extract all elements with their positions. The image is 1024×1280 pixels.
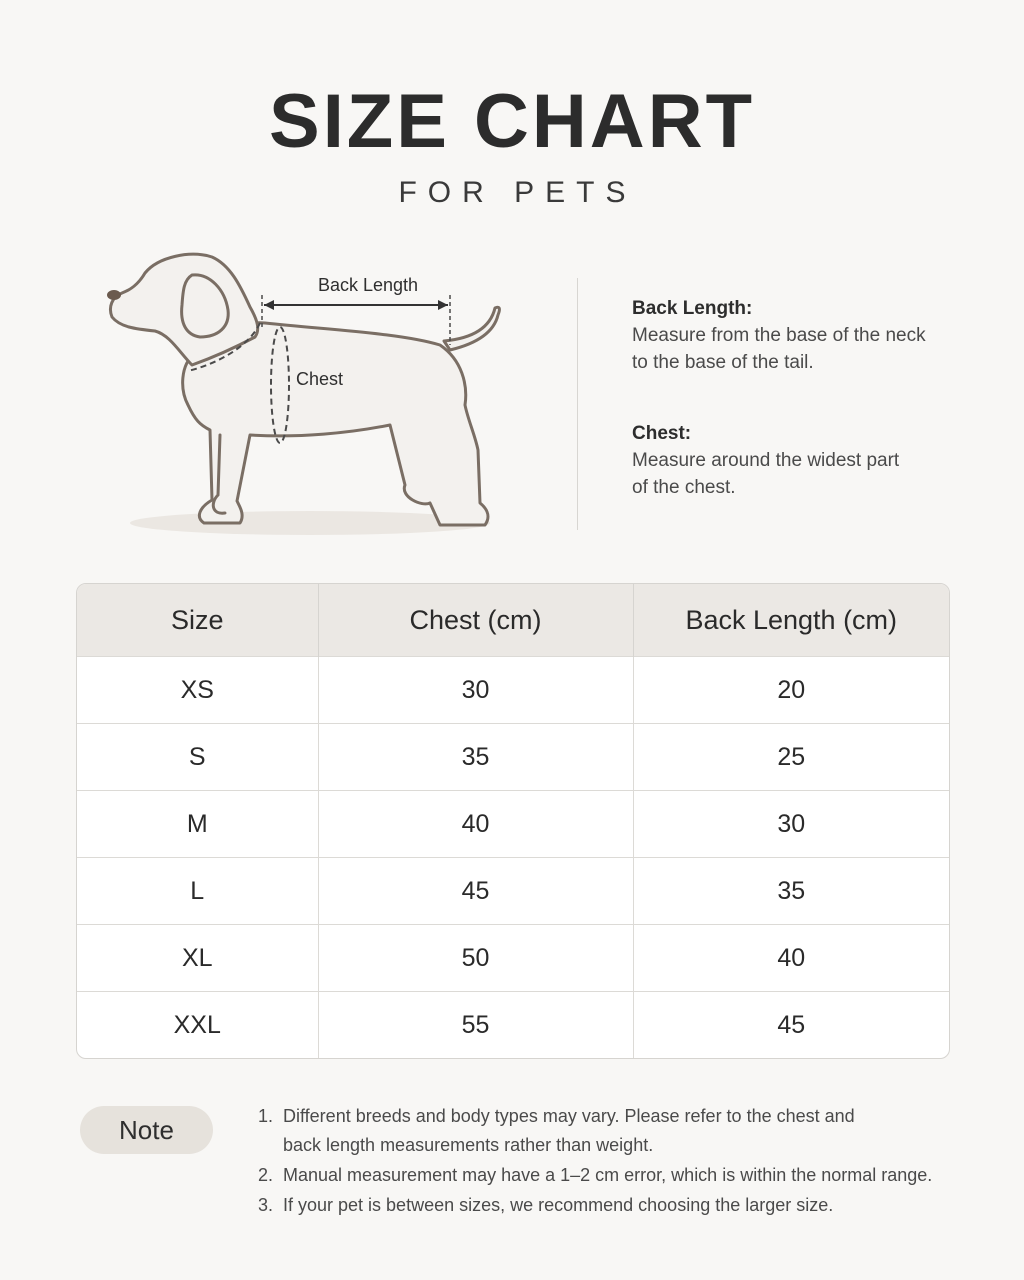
size-table xyxy=(76,583,950,1059)
table-row xyxy=(77,791,949,858)
back-length-cell: 40 xyxy=(633,925,949,992)
table-row xyxy=(77,724,949,791)
arrow-right-head xyxy=(438,300,448,310)
column-header-chest: Chest (cm) xyxy=(318,584,633,657)
note-line: Manual measurement may have a 1–2 cm error, which is within the normal range. xyxy=(283,1165,933,1185)
back-length-cell: 20 xyxy=(633,657,949,724)
table-row xyxy=(77,925,949,992)
instruction-line: Measure around the widest part xyxy=(632,450,900,471)
note-item xyxy=(258,1161,988,1190)
size-cell: XS xyxy=(77,657,318,724)
chest-instruction xyxy=(632,421,982,501)
note-item xyxy=(258,1191,988,1220)
column-header-back-length: Back Length (cm) xyxy=(633,584,949,657)
table-row xyxy=(77,992,949,1059)
instruction-line: Measure from the base of the neck xyxy=(632,325,926,346)
note-line: Different breeds and body types may vary. Please refer to the chest and xyxy=(283,1106,855,1126)
table-header-row xyxy=(77,584,949,657)
chest-cell: 55 xyxy=(318,992,633,1059)
note-number: 2. xyxy=(258,1165,274,1185)
size-cell: XL xyxy=(77,925,318,992)
page-subtitle: FOR PETS xyxy=(398,176,637,209)
note-line: If your pet is between sizes, we recommend choosing the larger size. xyxy=(283,1195,834,1215)
chest-cell: 35 xyxy=(318,724,633,791)
dog-nose xyxy=(107,290,121,300)
arrow-left-head xyxy=(264,300,274,310)
back-length-cell: 30 xyxy=(633,791,949,858)
chest-cell: 50 xyxy=(318,925,633,992)
note-badge: Note xyxy=(80,1106,213,1154)
column-header-size: Size xyxy=(77,584,318,657)
note-item xyxy=(258,1102,988,1160)
back-length-cell: 25 xyxy=(633,724,949,791)
back-length-cell: 35 xyxy=(633,858,949,925)
back-length-label: Back Length xyxy=(318,275,419,295)
instruction-heading: Chest: xyxy=(632,423,692,444)
back-length-instruction xyxy=(632,296,982,376)
chest-cell: 40 xyxy=(318,791,633,858)
size-cell: S xyxy=(77,724,318,791)
note-number: 1. xyxy=(258,1106,274,1126)
size-cell: L xyxy=(77,858,318,925)
note-line: back length measurements rather than weight. xyxy=(283,1135,654,1155)
dog-body xyxy=(183,323,488,525)
back-length-cell: 45 xyxy=(633,992,949,1059)
note-number: 3. xyxy=(258,1195,274,1215)
size-cell: XXL xyxy=(77,992,318,1059)
chest-cell: 45 xyxy=(318,858,633,925)
dog-tail xyxy=(444,307,499,350)
dog-measurement-diagram xyxy=(100,245,540,545)
vertical-divider xyxy=(577,278,578,530)
notes-list xyxy=(258,1102,988,1221)
table-row xyxy=(77,858,949,925)
instruction-line: to the base of the tail. xyxy=(632,352,814,373)
page-title: SIZE CHART xyxy=(269,79,755,164)
size-cell: M xyxy=(77,791,318,858)
instruction-line: of the chest. xyxy=(632,477,736,498)
chest-label: Chest xyxy=(296,369,344,389)
chest-cell: 30 xyxy=(318,657,633,724)
instruction-heading: Back Length: xyxy=(632,298,753,319)
table-row xyxy=(77,657,949,724)
